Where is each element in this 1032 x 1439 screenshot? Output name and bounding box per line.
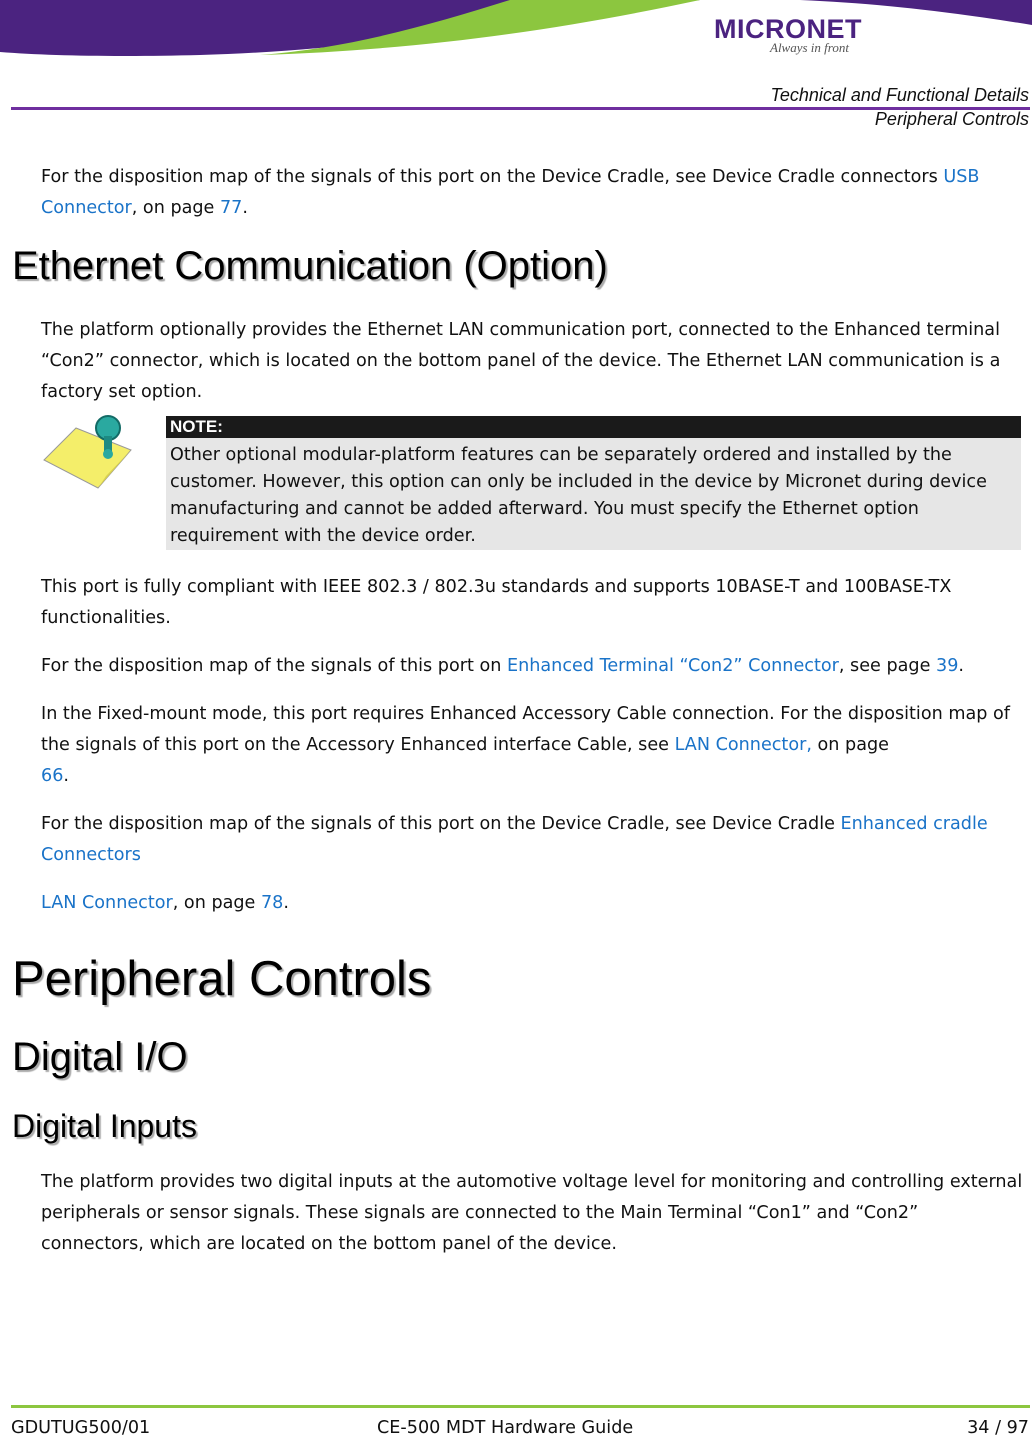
heading-peripheral-controls: Peripheral Controls — [12, 952, 432, 1006]
text: In the Fixed-mount mode, this port requires Enhanced Accessory Cable connection. For the disposition map of the signals of this port on the Accessory Enhanced interface Cable, see — [41, 704, 1010, 755]
text: For the disposition map of the signals of this port on the Device Cradle, see Device Cradle — [41, 814, 841, 834]
text: . — [242, 198, 248, 218]
ethernet-paragraph-4 — [41, 699, 1026, 792]
header-subsection: Peripheral Controls — [874, 109, 1029, 129]
text: For the disposition map of the signals of this port on — [41, 656, 507, 676]
usb-connector-link[interactable]: USB Connector — [41, 167, 980, 218]
enhanced-cradle-connectors-link[interactable]: Enhanced cradle Connectors — [41, 814, 988, 865]
footer-page-number: 34 / 97 — [967, 1418, 1029, 1438]
ethernet-paragraph-5 — [41, 809, 1001, 871]
text: on page — [811, 735, 889, 755]
footer-title: CE-500 MDT Hardware Guide — [377, 1418, 634, 1438]
text: , on page — [131, 198, 220, 218]
lan-connector-link-2[interactable]: LAN Connector — [41, 893, 173, 913]
text: , on page — [172, 893, 261, 913]
page-78-link[interactable]: 78 — [260, 893, 284, 913]
page-66-link[interactable]: 66 — [41, 766, 64, 786]
page-77-link[interactable]: 77 — [219, 198, 243, 218]
micronet-logo: MICRONET — [714, 14, 862, 44]
header-section: Technical and Functional Details — [770, 85, 1029, 105]
heading-digital-inputs: Digital Inputs — [12, 1108, 197, 1144]
text: . — [958, 656, 964, 676]
lan-connector-link[interactable]: LAN Connector, — [674, 735, 812, 755]
enhanced-terminal-con2-link[interactable]: Enhanced Terminal “Con2” Connector — [506, 656, 839, 676]
text: . — [283, 893, 289, 913]
ethernet-paragraph-1: The platform optionally provides the Ethernet LAN communication port, connected to the Enhanced terminal “Con2” connector, which is located on the bottom panel of the device. The Ethernet LAN communication is a factory set option. — [41, 320, 1001, 402]
ethernet-paragraph-6 — [41, 888, 1031, 919]
footer-doc-id: GDUTUG500/01 — [11, 1418, 151, 1438]
header-banner — [0, 0, 1032, 60]
page-39-link[interactable]: 39 — [936, 656, 959, 676]
heading-ethernet: Ethernet Communication (Option) — [12, 244, 608, 288]
ethernet-paragraph-3 — [41, 651, 1031, 682]
text: . — [63, 766, 69, 786]
intro-paragraph — [41, 162, 1031, 224]
footer-rule — [11, 1405, 1030, 1408]
note-label: NOTE: — [166, 416, 1021, 438]
logo-tagline: Always in front — [770, 40, 849, 55]
note-pin-icon — [36, 410, 136, 490]
digital-inputs-paragraph: The platform provides two digital inputs at the automotive voltage level for monitoring and controlling external peripherals or sensor signals. These signals are connected to the Main Terminal “Con1” and “Con2” connectors, which are located on the bottom panel of the device. — [41, 1172, 1023, 1254]
note-text: Other optional modular-platform features can be separately ordered and installed by the customer. However, this option can only be included in the device by Micronet during device manufacturing and cannot be added afterward. You must specify the Ethernet option requirement with the device order. — [166, 438, 1021, 550]
heading-digital-io: Digital I/O — [12, 1035, 188, 1079]
text: , see page — [838, 656, 936, 676]
text: For the disposition map of the signals of this port on the Device Cradle, see Device Cradle connectors — [41, 167, 944, 187]
ethernet-paragraph-2: This port is fully compliant with IEEE 802.3 / 802.3u standards and supports 10BASE-T and 100BASE-TX functionalities. — [41, 577, 952, 628]
